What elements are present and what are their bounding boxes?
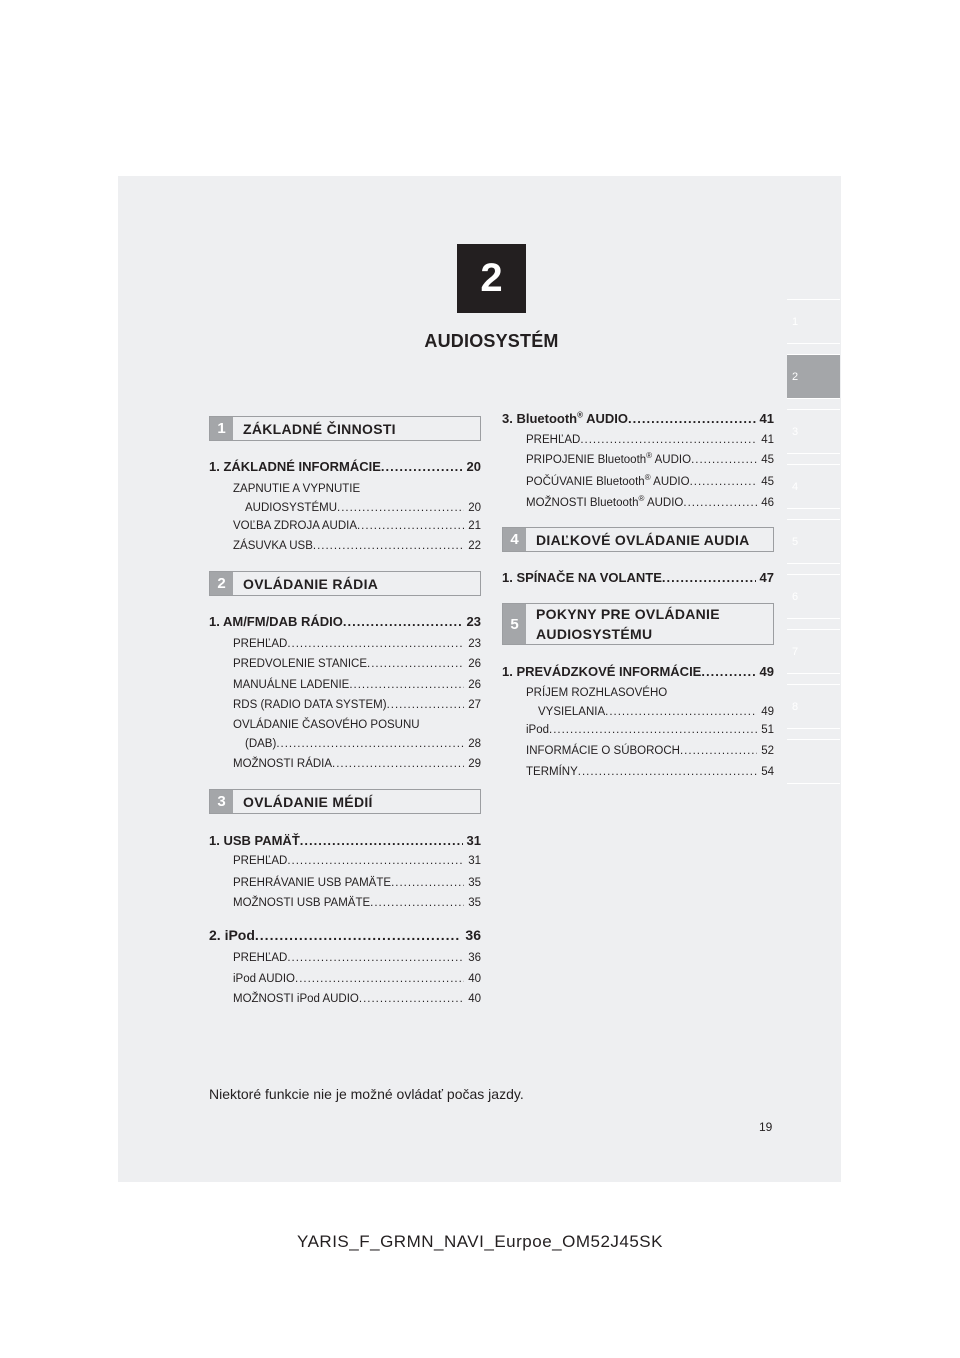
section-number: 1 [210,417,233,440]
toc-entry[interactable]: RDS (RADIO DATA SYSTEM) ..... 27 [209,696,481,715]
chapter-number-box [457,244,526,313]
section-number: 5 [503,604,526,644]
toc-entry[interactable]: OVLÁDANIE ČASOVÉHO POSUNU (DAB) ..... 28 [209,716,481,754]
document-code: YARIS_F_GRMN_NAVI_Eurpoe_OM52J45SK [297,1232,663,1251]
toc-entry[interactable]: 1. USB PAMÄŤ ..... 31 [209,831,481,850]
toc-entry[interactable]: PREDVOLENIE STANICE ..... 26 [209,655,481,674]
toc-entry[interactable]: PRÍJEM ROZHLASOVÉHO VYSIELANIA ..... 49 [502,684,774,722]
toc-entry[interactable]: PREHRÁVANIE USB PAMÄTE ..... 35 [209,874,481,893]
toc-entry[interactable]: PREHĽAD ..... 31 [209,852,481,871]
section-name: OVLÁDANIE RÁDIA [243,575,379,592]
chapter-tab-5[interactable]: 5 [787,519,840,564]
toc-entry[interactable]: 1. SPÍNAČE NA VOLANTE ..... 47 [502,568,774,587]
toc-entry[interactable]: PREHĽAD ..... 36 [209,949,481,968]
toc-entry[interactable]: 2. iPod ..... 36 [209,926,481,945]
chapter-tab-blank [787,739,840,784]
section-header-4[interactable] [502,527,774,552]
toc-entry[interactable]: 1. AM/FM/DAB RÁDIO ..... 23 [209,612,481,631]
toc-entry[interactable]: PRIPOJENIE Bluetooth® AUDIO ..... 45 [502,451,774,470]
toc-entry[interactable]: POČÚVANIE Bluetooth® AUDIO ..... 45 [502,473,774,492]
toc-entry[interactable]: VOĽBA ZDROJA AUDIA ..... 21 [209,517,481,536]
chapter-title: AUDIOSYSTÉM [424,331,559,351]
chapter-tab-7[interactable]: 7 [787,629,840,674]
chapter-tab-3[interactable]: 3 [787,409,840,454]
toc-entry[interactable]: MOŽNOSTI RÁDIA ..... 29 [209,755,481,774]
section-number: 3 [210,790,233,813]
toc-entry[interactable]: MOŽNOSTI iPod AUDIO ..... 40 [209,990,481,1009]
toc-entry[interactable]: 1. PREVÁDZKOVÉ INFORMÁCIE ..... 49 [502,662,774,681]
footnote: Niektoré funkcie nie je možné ovládať počas jazdy. [209,1086,524,1102]
toc-entry[interactable]: 1. ZÁKLADNÉ INFORMÁCIE ..... 20 [209,457,481,476]
page-number: 19 [759,1120,773,1134]
section-number: 2 [210,572,233,595]
toc-entry[interactable]: iPod AUDIO ..... 40 [209,970,481,989]
toc-entry[interactable]: ZÁSUVKA USB ..... 22 [209,537,481,556]
toc-entry[interactable]: TERMÍNY ..... 54 [502,763,774,782]
toc-entry[interactable]: MOŽNOSTI Bluetooth® AUDIO ..... 46 [502,494,774,513]
chapter-tab-2[interactable]: 2 [787,354,840,399]
chapter-tab-1[interactable]: 1 [787,299,840,344]
section-name: POKYNY PRE OVLÁDANIE AUDIOSYSTÉMU [536,606,720,642]
chapter-number: 2 [480,256,503,300]
section-header-1[interactable] [209,416,481,441]
toc-entry[interactable]: MANUÁLNE LADENIE ..... 26 [209,676,481,695]
toc-entry[interactable]: MOŽNOSTI USB PAMÄTE ..... 35 [209,894,481,913]
chapter-tab-4[interactable]: 4 [787,464,840,509]
toc-entry[interactable]: 3. Bluetooth® AUDIO ..... 41 [502,409,774,428]
toc-entry[interactable]: INFORMÁCIE O SÚBOROCH ..... 52 [502,742,774,761]
toc-entry[interactable]: iPod ..... 51 [502,721,774,740]
section-header-2[interactable] [209,571,481,596]
section-number: 4 [503,528,526,551]
toc-entry[interactable]: ZAPNUTIE A VYPNUTIE AUDIOSYSTÉMU ..... 20 [209,480,481,518]
toc-entry[interactable]: PREHĽAD ..... 41 [502,431,774,450]
chapter-tab-6[interactable]: 6 [787,574,840,619]
toc-entry[interactable]: PREHĽAD ..... 23 [209,635,481,654]
section-name: ZÁKLADNÉ ČINNOSTI [243,420,396,437]
section-name: OVLÁDANIE MÉDIÍ [243,793,373,810]
chapter-tab-8[interactable]: 8 [787,684,840,729]
section-header-5[interactable] [502,603,774,645]
section-header-3[interactable] [209,789,481,814]
section-name: DIAĽKOVÉ OVLÁDANIE AUDIA [536,531,750,548]
